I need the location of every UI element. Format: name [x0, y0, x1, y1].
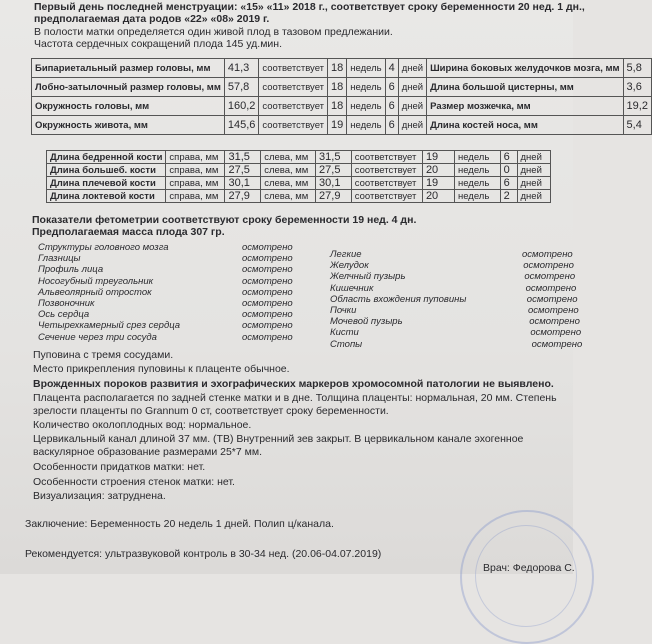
- right-side-label: справа, мм: [166, 151, 225, 164]
- heart-rate-line: Частота сердечных сокращений плода 145 уд.мин.: [34, 38, 283, 50]
- organ-status: осмотрено: [526, 293, 578, 305]
- days-unit: дней: [517, 190, 551, 203]
- organ-name: Почки: [330, 305, 357, 316]
- table-row: [47, 164, 551, 177]
- weeks-value: 19: [422, 151, 454, 164]
- bone-label: Длина большеб. кости: [47, 164, 166, 177]
- weeks-unit: недель: [454, 164, 500, 177]
- measurement-status: соответствует: [259, 78, 328, 97]
- organ-status: осмотрено: [531, 338, 583, 350]
- organ-name: Область вхождения пуповины: [330, 293, 467, 305]
- bone-label: Длина локтевой кости: [47, 190, 166, 203]
- bone-status: соответствует: [351, 190, 422, 203]
- fetus-line: В полости матки определяется один живой плод в тазовом предлежании.: [34, 26, 393, 38]
- measurement-label: Лобно-затылочный размер головы, мм: [32, 78, 225, 97]
- right-side-label: справа, мм: [166, 177, 225, 190]
- measurement-label: Окружность головы, мм: [32, 97, 225, 116]
- right-side-value: 27,5: [225, 164, 261, 177]
- days-value: 2: [500, 190, 517, 203]
- table-row: [32, 116, 652, 135]
- weeks-value: 20: [422, 190, 454, 203]
- organ-status: осмотрено: [529, 316, 580, 328]
- cord-attach-line: Место прикрепления пуповины к плаценте обычное.: [33, 363, 290, 375]
- placenta-line-2: зрелости плаценты по Grannum 0 ст, соответствует сроку беременности.: [33, 405, 389, 417]
- lmp-line: Первый день последней менструации: «15» «11» 2018 г., соответствует сроку беременности 20 нед. 1 дн.,: [34, 1, 585, 13]
- extra-measurement-value: 3,6: [623, 78, 651, 97]
- days-value: 0: [500, 164, 517, 177]
- recommendation-line: Рекомендуется: ультразвуковой контроль в 30-34 нед. (20.06-04.07.2019): [25, 548, 382, 560]
- weeks-value: 18: [328, 59, 347, 78]
- cervix-line-1: Цервикальный канал длиной 37 мм. (ТВ) Внутренний зев закрыт. В цервикальном канале эхогенное: [33, 433, 524, 445]
- organ-status: осмотрено: [528, 305, 579, 316]
- extra-measurement-value: 5,8: [623, 59, 651, 78]
- organ-name: Структуры головного мозга: [38, 242, 169, 253]
- organ-status: осмотрено: [530, 327, 582, 339]
- weeks-value: 19: [422, 177, 454, 190]
- weeks-unit: недель: [347, 78, 385, 97]
- bone-status: соответствует: [351, 164, 422, 177]
- weeks-value: 18: [328, 97, 347, 116]
- weeks-value: 19: [328, 116, 347, 135]
- measurement-value: 41,3: [224, 59, 259, 78]
- head-measurements-table: [31, 58, 652, 135]
- left-side-value: 27,9: [316, 190, 352, 203]
- left-side-label: слева, мм: [261, 151, 316, 164]
- organ-name: Легкие: [330, 249, 362, 260]
- measurement-label: Окружность живота, мм: [32, 116, 225, 135]
- organ-name: Ось сердца: [38, 309, 90, 321]
- organ-name: Позвоночник: [38, 298, 95, 309]
- fetal-weight-line: Предполагаемая масса плода 307 гр.: [32, 226, 225, 238]
- left-side-label: слева, мм: [261, 164, 316, 177]
- days-unit: дней: [517, 151, 551, 164]
- fetometry-line: Показатели фетометрии соответствуют сроку беременности 19 нед. 4 дн.: [32, 214, 417, 226]
- days-value: 6: [385, 116, 398, 135]
- days-value: 6: [500, 151, 517, 164]
- measurement-value: 145,6: [224, 116, 259, 135]
- placenta-line-1: Плацента располагается по задней стенке матки и в дне. Толщина плаценты: нормальная, 20 мм. Степень: [33, 392, 557, 404]
- table-row: [32, 59, 652, 78]
- doctor-signature: Врач: Федорова С.: [483, 562, 575, 574]
- extra-measurement-label: Ширина боковых желудочков мозга, мм: [427, 59, 623, 78]
- days-value: 6: [500, 177, 517, 190]
- weeks-unit: недель: [454, 190, 500, 203]
- right-side-label: справа, мм: [166, 190, 225, 203]
- table-row: [47, 151, 551, 164]
- organ-name: Желчный пузырь: [330, 271, 406, 283]
- adnexa-line: Особенности придатков матки: нет.: [33, 461, 206, 473]
- organ-status: осмотрено: [242, 264, 293, 276]
- weeks-value: 20: [422, 164, 454, 177]
- bone-status: соответствует: [351, 151, 422, 164]
- days-value: 4: [385, 59, 398, 78]
- organ-status: осмотрено: [523, 260, 574, 272]
- days-unit: дней: [398, 59, 426, 78]
- extra-measurement-label: Длина большой цистерны, мм: [427, 78, 623, 97]
- bone-label: Длина плечевой кости: [47, 177, 166, 190]
- organ-status: осмотрено: [522, 249, 573, 260]
- organ-status: осмотрено: [242, 320, 293, 332]
- table-row: [47, 190, 551, 203]
- due-date-line: предполагаемая дата родов «22» «08» 2019 г.: [34, 13, 270, 25]
- table-row: [32, 97, 652, 116]
- weeks-unit: недель: [347, 59, 385, 78]
- right-side-value: 31,5: [225, 151, 261, 164]
- organ-name: Глазницы: [38, 253, 81, 265]
- organ-status: осмотрено: [524, 271, 576, 283]
- cord-line: Пуповина с тремя сосудами.: [33, 349, 174, 361]
- conclusion-line: Заключение: Беременность 20 недель 1 дней. Полип ц/канала.: [25, 518, 334, 530]
- organ-name: Альвеолярный отросток: [38, 286, 152, 298]
- table-row: [32, 78, 652, 97]
- extra-measurement-label: Длина костей носа, мм: [427, 116, 623, 135]
- right-side-value: 30,1: [225, 177, 261, 190]
- extra-measurement-label: Размер мозжечка, мм: [427, 97, 623, 116]
- measurement-status: соответствует: [259, 116, 328, 135]
- table-row: [47, 177, 551, 190]
- organ-status: осмотрено: [525, 282, 577, 294]
- organ-name: Кишечник: [330, 282, 374, 294]
- weeks-unit: недель: [347, 97, 385, 116]
- organ-name: Стопы: [330, 338, 363, 350]
- organ-name: Сечение через три сосуда: [38, 331, 157, 343]
- organ-status: осмотрено: [242, 309, 293, 321]
- no-defects-line: Врожденных пороков развития и эхографических маркеров хромосомной патологии не выявлено.: [33, 378, 554, 390]
- walls-line: Особенности строения стенок матки: нет.: [33, 476, 235, 488]
- right-side-value: 27,9: [225, 190, 261, 203]
- cervix-line-2: васкулярное образование размерами 25*7 мм.: [33, 446, 262, 458]
- days-unit: дней: [517, 177, 551, 190]
- bone-measurements-table: [46, 150, 551, 203]
- extra-measurement-value: 5,4: [623, 116, 651, 135]
- organ-status: осмотрено: [242, 242, 293, 253]
- left-side-value: 27,5: [316, 164, 352, 177]
- right-side-label: справа, мм: [166, 164, 225, 177]
- weeks-unit: недель: [347, 116, 385, 135]
- left-side-value: 31,5: [316, 151, 352, 164]
- bone-label: Длина бедренной кости: [47, 151, 166, 164]
- organ-name: Желудок: [330, 260, 369, 272]
- organ-name: Мочевой пузырь: [330, 316, 403, 328]
- weeks-unit: недель: [454, 151, 500, 164]
- weeks-unit: недель: [454, 177, 500, 190]
- measurement-value: 57,8: [224, 78, 259, 97]
- extra-measurement-value: 19,2: [623, 97, 651, 116]
- measurement-status: соответствует: [259, 59, 328, 78]
- left-side-label: слева, мм: [261, 177, 316, 190]
- organ-status: осмотрено: [242, 331, 293, 343]
- organ-name: Кисти: [330, 327, 359, 339]
- days-unit: дней: [398, 116, 426, 135]
- days-unit: дней: [398, 97, 426, 116]
- days-unit: дней: [398, 78, 426, 97]
- organ-status: осмотрено: [242, 298, 293, 309]
- organ-name: Четырехкамерный срез сердца: [38, 320, 181, 332]
- days-value: 6: [385, 78, 398, 97]
- fluid-line: Количество околоплодных вод: нормальное.: [33, 419, 252, 431]
- seal-stamp-inner: [475, 525, 577, 627]
- organ-name: Профиль лица: [38, 264, 104, 276]
- organ-status: осмотрено: [242, 275, 293, 287]
- measurement-label: Бипариетальный размер головы, мм: [32, 59, 225, 78]
- bone-status: соответствует: [351, 177, 422, 190]
- measurement-value: 160,2: [224, 97, 259, 116]
- days-value: 6: [385, 97, 398, 116]
- visualization-line: Визуализация: затруднена.: [33, 490, 166, 502]
- organ-name: Носогубный треугольник: [38, 275, 154, 287]
- days-unit: дней: [517, 164, 551, 177]
- left-side-label: слева, мм: [261, 190, 316, 203]
- left-side-value: 30,1: [316, 177, 352, 190]
- measurement-status: соответствует: [259, 97, 328, 116]
- weeks-value: 18: [328, 78, 347, 97]
- organ-status: осмотрено: [242, 286, 293, 298]
- organ-status: осмотрено: [242, 253, 293, 265]
